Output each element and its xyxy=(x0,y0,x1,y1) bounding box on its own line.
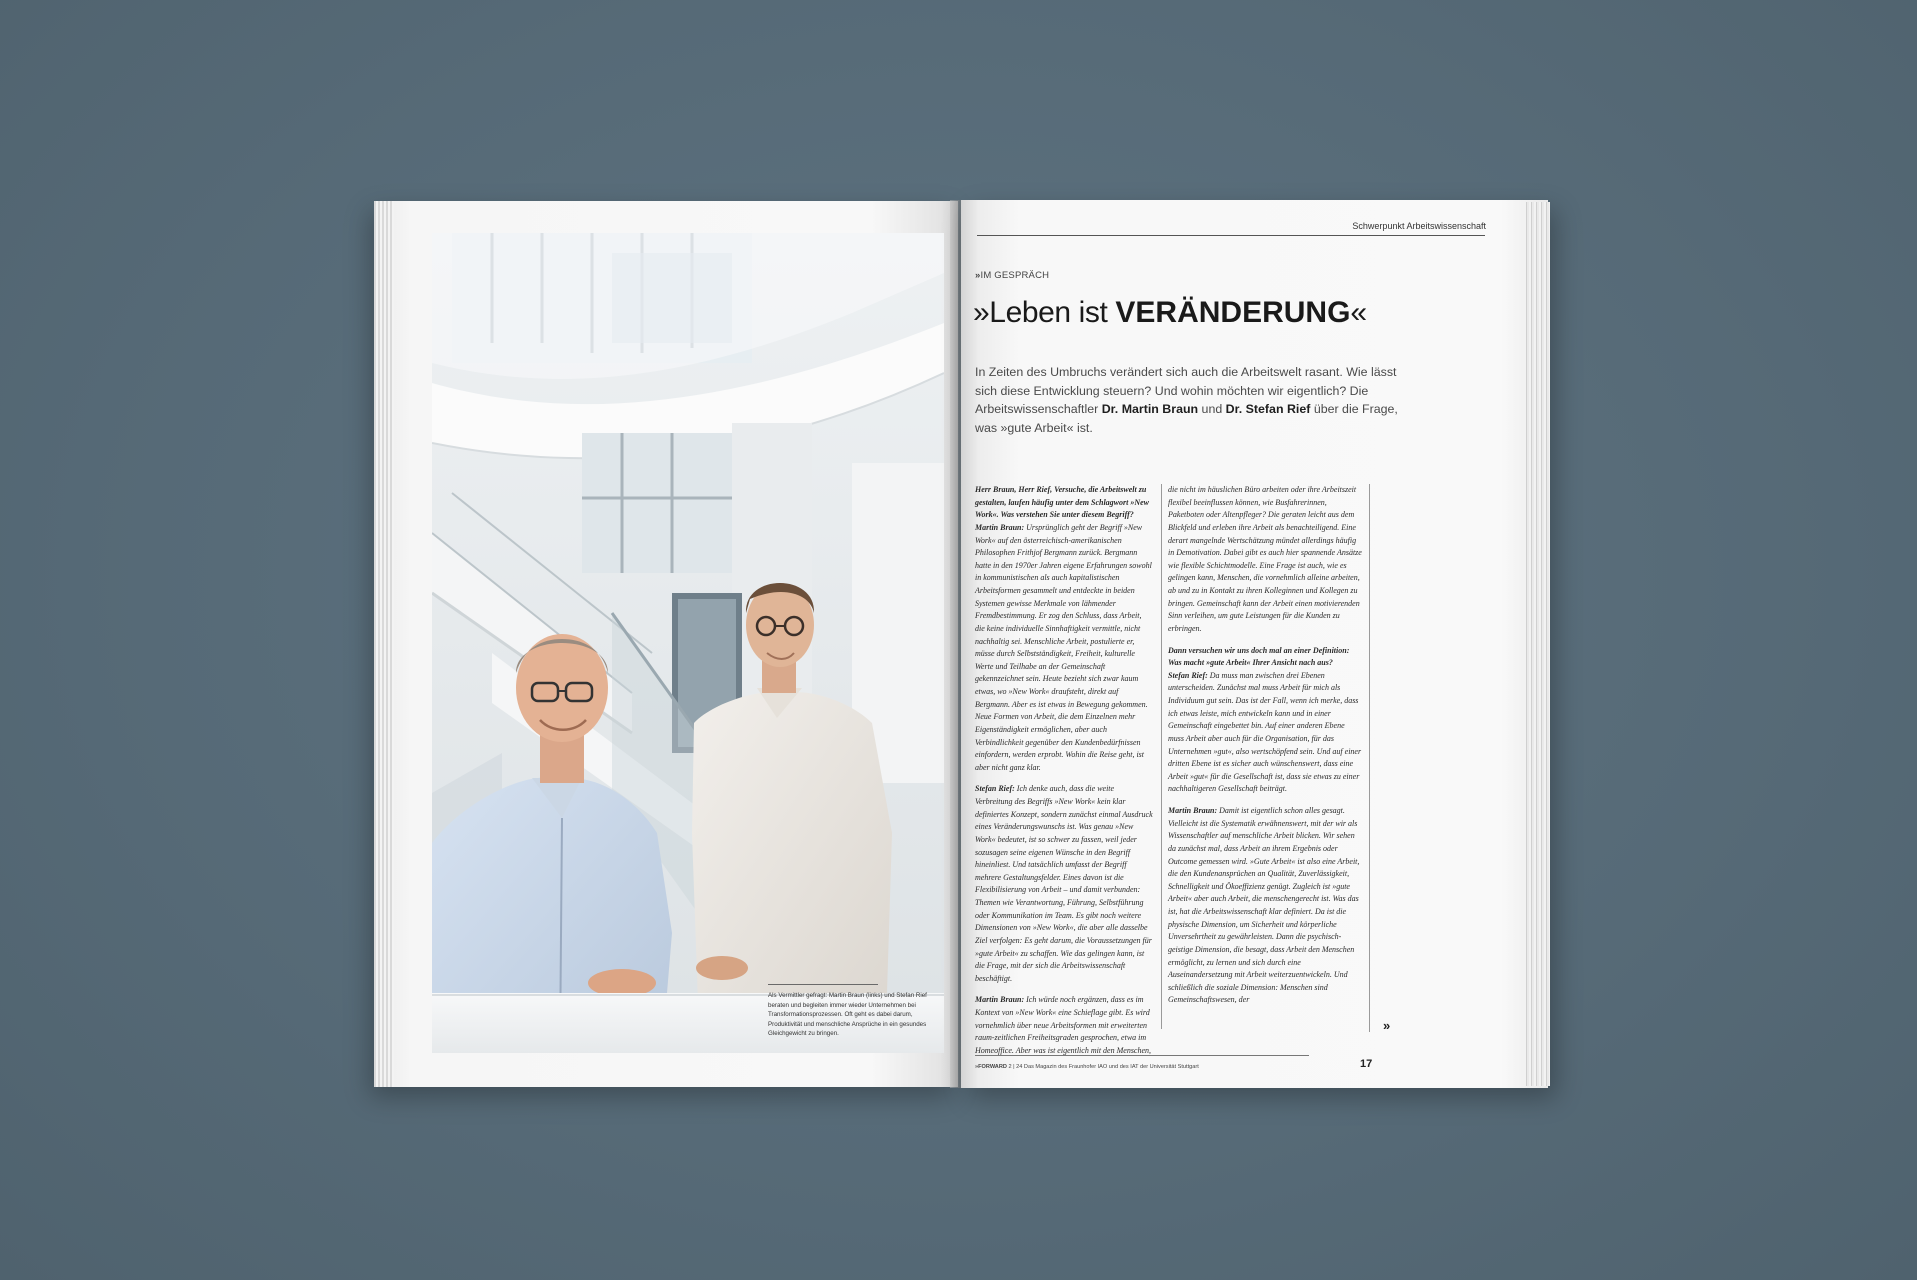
question-1: Herr Braun, Herr Rief, Versuche, die Arbeitswelt zu gestalten, laufen häufig unter dem Schlagwort »New Work«. Was verstehen Sie unter diesem Begriff? xyxy=(975,485,1150,520)
speaker-name: Martin Braun: xyxy=(975,995,1025,1005)
page-edge-right xyxy=(1524,202,1550,1086)
footer-issue: 2 | 24 Das Magazin des Fraunhofer IAO und des IAT der Universität Stuttgart xyxy=(1006,1064,1199,1070)
column-rule xyxy=(1161,484,1162,1029)
footer xyxy=(975,1064,1199,1070)
kicker-text: IM GESPRÄCH xyxy=(980,270,1050,281)
running-head: Schwerpunkt Arbeitswissenschaft xyxy=(1352,221,1486,231)
page-edge-left xyxy=(374,201,394,1087)
page-number: 17 xyxy=(1360,1058,1373,1070)
headline-bold: VERÄNDERUNG xyxy=(1115,296,1351,329)
question-2: Dann versuchen wir uns doch mal an einer Definition: Was macht »gute Arbeit« Ihrer Ansicht nach aus? xyxy=(1168,645,1350,668)
article-intro xyxy=(975,363,1420,437)
speaker-name: Martin Braun: xyxy=(975,522,1025,532)
answer-paragraph xyxy=(975,522,1153,775)
answer-text: Ich würde noch ergänzen, dass es im Kontext von »New Work« eine Schieflage gibt. Es wird vornehmlich über neue Arbeitsformen mit erweiterten raum-zeitlichen Freiheitsgraden gesprochen, etwa im Homeoffice. Aber was ist eigentlich mit den Menschen, xyxy=(975,995,1152,1055)
text-column-2 xyxy=(1168,484,1362,1016)
intro-text-1: In Zeiten des Umbruchs verändert sich auch die Arbeitswelt rasant. Wie lässt sich diese Entwicklung steuern? Und wohin möchten wir eigentlich? Die Arbeitswissenschaftler xyxy=(975,365,1397,417)
speaker-name: Martin Braun: xyxy=(1168,806,1218,815)
headline-end: « xyxy=(1350,296,1367,329)
section-kicker xyxy=(975,270,1049,281)
intro-text-3: über die Frage, was »gute Arbeit« ist. xyxy=(975,402,1398,435)
right-page xyxy=(961,200,1548,1088)
photo-caption: Als Vermittler gefragt: Martin Braun (links) und Stefan Rief beraten und begleiten immer wieder Unternehmen bei Transformationsprozessen. Oft geht es dabei darum, Produktivität und menschliche Ansprüche in ein gesundes Gleichgewicht zu bringen. xyxy=(768,992,927,1038)
text-column-1 xyxy=(975,484,1153,1067)
left-page xyxy=(376,201,958,1087)
answer-text: Damit ist eigentlich schon alles gesagt. Vielleicht ist die Systematik erwähnenswert, mit der wir als Wissenschaftler auf menschliche Arbeit blicken. Wir sehen da zunächst mal, dass Arbeit an ihrem Ergebnis oder Outcome gemessen wird. »Gute Arbeit« ist also eine Arbeit, die den Kundenansprüchen an Qualität, Zuverlässigkeit, Schnelligkeit und Ökoeffizienz genügt. Zugleich ist »gute Arbeit« aber auch Arbeit, die menschengerecht ist. Was das ist, hat die Arbeitswissenschaft klar definiert. Da ist die physische Dimension, um Sicherheit und körperliche Unversehrtheit zu gewährleisten. Dann die psychisch-geistige Dimension, die besagt, dass Arbeit den Menschen ermöglicht, zu lernen und sich durch eine Auseinandersetzung mit Arbeit weiterzuentwickeln. Und schließlich die soziale Dimension: Menschen sind Gemeinschaftswesen, der xyxy=(1168,806,1360,1005)
answer-paragraph xyxy=(975,994,1153,1057)
intro-name-braun: Dr. Martin Braun xyxy=(1101,402,1199,417)
answer-text: Da muss man zwischen drei Ebenen unterscheiden. Zunächst mal muss Arbeit für mich als Individuum gut sein. Das ist der Fall, wenn ich merke, dass ich etwas leiste, mich entwickeln kann und in einer Gemeinschaft eingebettet bin. Auf einer anderen Ebene muss Arbeit aber auch für die Organisation, für das Unternehmen »gut«, also wertschöpfend sein. Und auf einer dritten Ebene ist es sicher auch wünschenswert, dass eine Arbeit »gut« für die Gesellschaft ist, dass sie etwas zu einer nachhaltigeren Gesellschaft beiträgt. xyxy=(1168,670,1362,794)
kicker-mark: » xyxy=(975,270,981,281)
caption-rule xyxy=(768,984,878,985)
intro-name-rief: Dr. Stefan Rief xyxy=(1225,402,1311,417)
column-rule xyxy=(1369,484,1370,1032)
headline-light: »Leben ist xyxy=(973,296,1116,329)
answer-paragraph xyxy=(975,783,1153,985)
top-rule xyxy=(977,235,1485,236)
footer-rule xyxy=(975,1055,1309,1056)
interview-photo xyxy=(432,233,944,1053)
continue-arrow-icon: » xyxy=(1383,1018,1391,1033)
answer-paragraph xyxy=(1168,805,1362,1007)
speaker-name: Stefan Rief: xyxy=(975,784,1015,794)
answer-text: Ursprünglich geht der Begriff »New Work« auf den österreichisch-amerikanischen Philosophen Frithjof Bergmann zurück. Bergmann hatte in den 1970er Jahren eigene Erfahrungen sowohl in kommunistischen als auch kapitalistischen Arbeitsformen gesammelt und entdeckte in beiden Systemen gewisse Merkmale von lähmender Fremdbestimmung. Er zog den Schluss, dass Arbeit, die keine individuelle Sinnhaftigkeit vermittle, nicht nachhaltig sei. Menschliche Arbeit, postulierte er, müsse durch Selbstständigkeit, Freiheit, kulturelle Werte und Teilhabe an der Gemeinschaft gekennzeichnet sein. Heute bezieht sich zwar kaum etwas, wo »New Work« draufsteht, direkt auf Bergmann. Aber es ist etwas in Bewegung gekommen. Neue Formen von Arbeit, die dem Einzelnen mehr Eigenständigkeit ermöglichen, aber auch Verbindlichkeit gegenüber den Kundenbedürfnissen einfordern, werden erprobt. Wohin die Reise geht, ist aber nicht ganz klar. xyxy=(975,522,1152,772)
intro-text-2: und xyxy=(1198,402,1226,417)
answer-paragraph xyxy=(1168,670,1362,796)
footer-brand: »FORWARD xyxy=(975,1064,1007,1070)
answer-paragraph: die nicht im häuslichen Büro arbeiten oder ihre Arbeitszeit flexibel beeinflussen können, wie Busfahrerinnen, Paketboten oder Altenpfleger? Die geraten leicht aus dem Blickfeld und erleben ihre Arbeit als benachteiligend. Eine derart mangelnde Wertschätzung mündet allerdings häufig in Demotivation. Dabei gibt es auch hier spannende Ansätze wie flexible Schichtmodelle. Eine Frage ist auch, wie es gelingen kann, Menschen, die vornehmlich alleine arbeiten, ab und zu in Kontakt zu ihren Kolleginnen und Kollegen zu bringen. Gemeinschaft kann der Arbeit einen motivierenden Sinn verleihen, um gute Leistungen für die Kunden zu erbringen. xyxy=(1168,485,1362,633)
speaker-name: Stefan Rief: xyxy=(1168,670,1208,680)
article-headline xyxy=(973,296,1367,330)
answer-text: Ich denke auch, dass die weite Verbreitung des Begriffs »New Work« kein klar definiertes Konzept, sondern zunächst einmal Ausdruck eines Veränderungswunschs ist. Was genau »New Work« bedeutet, ist so schwer zu fassen, weil jeder sozusagen seine eigenen Wünsche in den Begriff hineinliest. Und tatsächlich umfasst der Begriff mehrere Gestaltungsfelder. Eines davon ist die Flexibilisierung von Arbeit – und damit verbunden: Themen wie Verantwortung, Führung, Selbstführung oder Kommunikation im Team. Es gibt noch weitere Dimensionen von »New Work«, die aber alle dasselbe Ziel verfolgen: Es geht darum, die Voraussetzungen für »gute Arbeit« zu schaffen. Wie das gelingen kann, ist die Frage, mit der sich die Arbeitswissenschaft beschäftigt. xyxy=(975,784,1153,983)
